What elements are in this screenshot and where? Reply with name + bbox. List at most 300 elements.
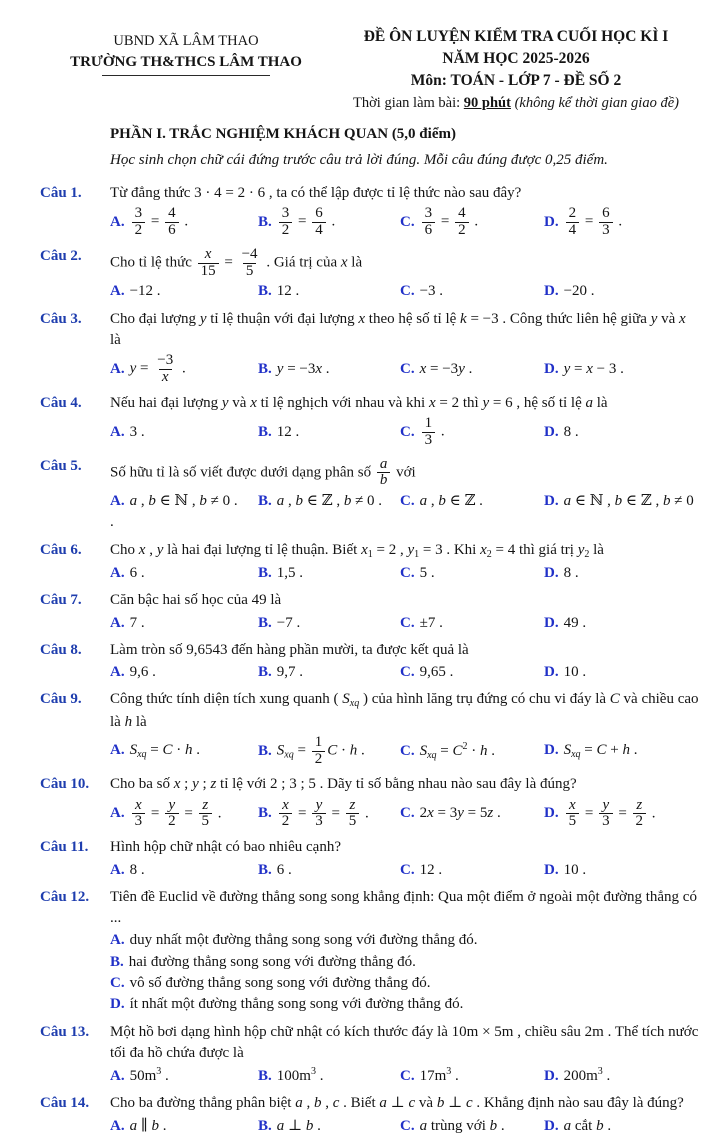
- question-row: [40, 837, 700, 881]
- fraction-denominator: 2: [279, 222, 293, 239]
- option-A: [110, 740, 256, 762]
- math-fraction: [312, 206, 326, 239]
- text-segment: = 3 . Khi: [419, 541, 481, 558]
- math-variable: S: [276, 742, 285, 759]
- option-letter: A.: [110, 493, 125, 510]
- math-variable: b: [295, 493, 304, 510]
- option-B: [258, 491, 398, 512]
- text-segment: ≠ 0 .: [206, 493, 238, 510]
- option-A: [110, 797, 256, 832]
- text-segment: Cho ba đường thẳng phân biệt: [110, 1095, 296, 1112]
- option-letter: B.: [110, 953, 124, 970]
- math-variable: h: [124, 713, 133, 730]
- text-segment: là: [347, 254, 363, 271]
- text-segment: .: [327, 214, 336, 231]
- text-segment: ∈ ℤ ,: [303, 493, 344, 510]
- math-variable: x: [138, 541, 146, 558]
- option-letter: A.: [110, 861, 125, 878]
- math-variable: a: [276, 493, 285, 510]
- school-year: NĂM HỌC 2025-2026: [442, 50, 590, 67]
- math-variable: x: [250, 394, 257, 411]
- option-letter: C.: [400, 360, 415, 377]
- option-letter: A.: [110, 283, 125, 300]
- math-variable: y: [199, 310, 207, 327]
- fraction-numerator: −3: [157, 352, 174, 369]
- question-number: Câu 1.: [40, 185, 82, 202]
- math-variable: a: [129, 493, 138, 510]
- text-segment: .: [451, 1068, 459, 1085]
- text-segment: 17m: [419, 1068, 447, 1085]
- subject-line: Môn: TOÁN - LỚP 7 - ĐỀ SỐ 2: [410, 72, 622, 89]
- option-A: [110, 930, 700, 951]
- options-group: [110, 563, 700, 584]
- options-group: [110, 662, 700, 683]
- text-segment: 12 .: [276, 283, 300, 300]
- question-content: [110, 887, 700, 1016]
- option-B: [258, 1116, 398, 1137]
- text-segment: 10 .: [563, 861, 587, 878]
- question-content: [110, 689, 700, 768]
- text-segment: =: [614, 805, 631, 822]
- text-segment: =: [294, 214, 311, 231]
- math-fraction: [455, 206, 469, 239]
- option-letter: D.: [544, 564, 559, 581]
- math-variable: c: [332, 1095, 340, 1112]
- option-letter: D.: [544, 861, 559, 878]
- question-content: [110, 183, 700, 240]
- text-segment: 200m: [563, 1068, 598, 1085]
- option-letter: D.: [544, 283, 559, 300]
- question-row: [40, 246, 700, 303]
- math-variable: x: [427, 805, 434, 822]
- text-segment: +: [606, 742, 623, 759]
- text-segment: .: [315, 1068, 324, 1085]
- math-variable: a: [419, 493, 428, 510]
- option-letter: C.: [400, 423, 415, 440]
- question-content: [110, 456, 700, 534]
- text-segment: 1,5 .: [276, 564, 304, 581]
- math-variable: a: [295, 1095, 303, 1112]
- math-variable: S: [342, 691, 350, 708]
- math-fraction: [599, 206, 613, 239]
- subscript: 1: [414, 548, 420, 560]
- question-content: [110, 393, 700, 450]
- options-group: [110, 415, 700, 450]
- question-number: Câu 8.: [40, 641, 82, 658]
- options-group: [110, 860, 700, 881]
- text-segment: Cho ba số: [110, 776, 174, 793]
- math-fraction: [422, 416, 436, 449]
- text-segment: tỉ lệ nghịch với nhau và khi: [256, 394, 429, 411]
- math-variable: h: [349, 742, 358, 759]
- text-segment: là: [592, 394, 608, 411]
- options-group: [110, 491, 700, 512]
- math-fraction: [279, 798, 293, 831]
- math-variable: x: [586, 360, 593, 377]
- text-segment: =: [136, 361, 153, 378]
- math-variable: C: [452, 742, 463, 759]
- option-D: [544, 563, 700, 584]
- option-C: [400, 1065, 542, 1087]
- option-letter: A.: [110, 423, 125, 440]
- text-segment: −12 .: [129, 283, 161, 300]
- text-segment: là: [110, 332, 121, 349]
- question-content: [110, 837, 700, 881]
- math-variable: b: [596, 1117, 604, 1134]
- math-variable: a: [563, 493, 572, 510]
- text-segment: −20 .: [563, 283, 595, 300]
- question-content: [110, 540, 700, 584]
- math-variable: y: [407, 541, 415, 558]
- text-segment: . Giá trị của: [262, 254, 341, 271]
- text-segment: =: [147, 214, 164, 231]
- math-variable: y: [129, 361, 137, 378]
- option-letter: B.: [258, 742, 272, 759]
- text-segment: là hai đại lượng tỉ lệ thuận. Biết: [163, 541, 362, 558]
- math-variable: b: [148, 493, 156, 510]
- text-segment: = 4 thì giá trị: [491, 541, 578, 558]
- text-segment: = −3: [283, 360, 316, 377]
- question-row: [40, 887, 700, 1016]
- math-variable: c: [408, 1095, 416, 1112]
- option-letter: B.: [258, 1117, 272, 1134]
- text-segment: .: [602, 1068, 611, 1085]
- option-B: [258, 422, 398, 443]
- text-segment: 9,65 .: [419, 664, 454, 681]
- subscript: xq: [349, 698, 360, 710]
- option-letter: B.: [258, 805, 272, 822]
- options-group: [110, 205, 700, 240]
- option-A: [110, 613, 256, 634]
- option-letter: D.: [544, 360, 559, 377]
- text-segment: .: [603, 1117, 612, 1134]
- fraction-denominator: 3: [599, 222, 613, 239]
- math-variable: b: [151, 1117, 160, 1134]
- text-segment: 5 .: [419, 564, 435, 581]
- fraction-numerator: y: [315, 796, 323, 813]
- math-variable: C: [609, 691, 620, 708]
- option-B: [258, 860, 398, 881]
- math-variable: y: [482, 394, 490, 411]
- text-segment: tỉ lệ với 2 ; 3 ; 5 . Dãy tỉ số bằng nhau nào sau đây là đúng?: [216, 776, 577, 793]
- math-variable: y: [457, 805, 464, 822]
- text-segment: ⊥: [386, 1095, 409, 1112]
- question-number: Câu 10.: [40, 776, 90, 793]
- question-number: Câu 3.: [40, 310, 82, 327]
- fraction-numerator: 3: [281, 205, 290, 222]
- text-segment: .: [648, 805, 656, 822]
- option-letter: B.: [258, 1068, 272, 1085]
- options-group: [110, 930, 700, 1015]
- option-D: [544, 613, 700, 634]
- math-variable: x: [480, 541, 487, 558]
- text-segment: . Khẳng định nào sau đây là đúng?: [472, 1095, 684, 1112]
- math-variable: a: [129, 1117, 138, 1134]
- math-variable: S: [563, 742, 572, 759]
- fraction-denominator: 4: [312, 222, 326, 239]
- fraction-numerator: y: [602, 796, 610, 813]
- text-segment: = 3: [433, 805, 458, 822]
- math-variable: x: [419, 360, 427, 377]
- fraction-denominator: 15: [198, 263, 219, 280]
- text-segment: .: [313, 1117, 321, 1134]
- fraction-numerator: x: [569, 796, 576, 813]
- text-segment: 49 .: [563, 614, 587, 631]
- text-segment: .: [361, 805, 369, 822]
- text-segment: ·: [172, 742, 186, 759]
- math-variable: x: [361, 541, 368, 558]
- option-letter: B.: [258, 664, 272, 681]
- math-variable: y: [156, 541, 164, 558]
- text-segment: ,: [302, 1095, 314, 1112]
- math-variable: a: [379, 1095, 387, 1112]
- text-segment: ,: [321, 1095, 333, 1112]
- text-segment: =: [220, 254, 237, 271]
- math-fraction: [312, 798, 326, 831]
- text-segment: ,: [284, 493, 296, 510]
- option-A: [110, 422, 256, 443]
- text-segment: 2: [419, 805, 428, 822]
- text-segment: = 6 , hệ số tỉ lệ: [489, 394, 586, 411]
- option-letter: C.: [400, 742, 415, 759]
- text-segment: .: [214, 805, 222, 822]
- fraction-denominator: 2: [455, 222, 469, 239]
- question-number: Câu 12.: [40, 888, 90, 905]
- text-segment: trùng với: [427, 1117, 490, 1134]
- math-variable: a: [585, 394, 593, 411]
- math-variable: a: [276, 1117, 285, 1134]
- text-segment: ;: [198, 776, 211, 793]
- text-segment: ⊥: [284, 1117, 306, 1134]
- text-segment: .: [161, 1068, 169, 1085]
- text-segment: − 3 .: [592, 360, 624, 377]
- question-row: [40, 689, 700, 768]
- question-text: [110, 1022, 700, 1065]
- question-text: [110, 456, 700, 491]
- text-segment: .: [630, 742, 638, 759]
- subscript: xq: [284, 749, 294, 761]
- text-segment: cắt: [571, 1117, 597, 1134]
- text-segment: ·: [337, 742, 350, 759]
- fraction-numerator: 1: [314, 733, 323, 750]
- option-letter: D.: [544, 1117, 559, 1134]
- options-group: [110, 281, 700, 302]
- text-segment: ·: [467, 742, 481, 759]
- fraction-numerator: 2: [568, 205, 577, 222]
- fraction-denominator: 3: [422, 432, 436, 449]
- text-segment: ,: [145, 541, 157, 558]
- option-wrap-tail: .: [110, 514, 114, 531]
- text-segment: =: [581, 214, 598, 231]
- text-segment: 8 .: [563, 564, 579, 581]
- fraction-denominator: 2: [279, 813, 293, 830]
- text-segment: ,: [137, 493, 149, 510]
- question-content: [110, 774, 700, 831]
- time-limit-line: [332, 93, 700, 114]
- org-name: UBND XÃ LÂM THAO: [113, 33, 259, 49]
- text-segment: ∈ ℕ ,: [571, 493, 615, 510]
- subscript: 1: [367, 548, 373, 560]
- text-segment: 7 .: [129, 614, 145, 631]
- option-B: [258, 734, 398, 769]
- math-variable: x: [358, 310, 366, 327]
- option-D: [544, 205, 700, 240]
- text-segment: ≠ 0: [670, 493, 694, 510]
- questions-list: [40, 183, 700, 1137]
- math-variable: b: [313, 1095, 322, 1112]
- text-segment: 12 .: [419, 861, 443, 878]
- fraction-numerator: z: [349, 796, 356, 813]
- math-variable: S: [129, 742, 138, 759]
- question-number: Câu 13.: [40, 1023, 90, 1040]
- text-segment: 8 .: [563, 423, 579, 440]
- option-A: [110, 860, 256, 881]
- math-variable: b: [614, 493, 623, 510]
- option-letter: A.: [110, 1068, 125, 1085]
- option-letter: C.: [110, 974, 125, 991]
- text-segment: 6 .: [129, 564, 145, 581]
- question-content: [110, 246, 700, 303]
- question-number: Câu 14.: [40, 1095, 90, 1112]
- option-A: [110, 1065, 256, 1087]
- text-segment: .: [493, 805, 501, 822]
- fraction-denominator: 6: [165, 222, 179, 239]
- option-C: [400, 613, 542, 634]
- fraction-denominator: b: [377, 472, 391, 489]
- option-letter: A.: [110, 614, 125, 631]
- option-letter: C.: [400, 1117, 415, 1134]
- option-C: [400, 860, 542, 881]
- text-segment: ∥: [137, 1117, 152, 1134]
- exam-title: ĐỀ ÔN LUYỆN KIỂM TRA CUỐI HỌC KÌ I: [363, 28, 669, 45]
- math-fraction: [599, 798, 613, 831]
- fraction-numerator: z: [202, 796, 209, 813]
- text-segment: =: [146, 742, 163, 759]
- question-row: [40, 774, 700, 831]
- option-A: [110, 281, 256, 302]
- options-group: [110, 1065, 700, 1087]
- header-divider-rule: [102, 75, 270, 76]
- question-row: [40, 1022, 700, 1088]
- option-B: [110, 952, 700, 973]
- option-A: [110, 352, 256, 387]
- question-content: [110, 590, 700, 634]
- text-segment: .: [614, 214, 623, 231]
- text-segment: .: [159, 1117, 167, 1134]
- fraction-numerator: 6: [315, 205, 323, 222]
- text-segment: ,: [427, 493, 439, 510]
- option-D: [544, 281, 700, 302]
- text-segment: −3 .: [419, 283, 444, 300]
- text-segment: 3 .: [129, 423, 145, 440]
- question-text: [110, 246, 700, 281]
- time-prefix: Thời gian làm bài:: [353, 95, 464, 111]
- question-number: Câu 6.: [40, 541, 82, 558]
- text-segment: .: [437, 423, 445, 440]
- fraction-denominator: 5: [199, 813, 213, 830]
- math-variable: k: [460, 310, 467, 327]
- page-header: [40, 26, 700, 114]
- subscript: 2: [584, 548, 590, 560]
- option-A: [110, 662, 256, 683]
- fraction-denominator: 5: [566, 813, 580, 830]
- text-segment: =: [437, 214, 454, 231]
- option-B: [258, 662, 398, 683]
- math-variable: y: [650, 310, 658, 327]
- option-A: [110, 1116, 256, 1137]
- option-letter: D.: [544, 493, 559, 510]
- text-segment: .: [180, 214, 189, 231]
- option-C: [400, 415, 542, 450]
- option-C: [400, 803, 542, 824]
- text-segment: =: [436, 742, 453, 759]
- math-variable: C: [596, 742, 607, 759]
- question-number: Câu 5.: [40, 457, 82, 474]
- option-D: [544, 860, 700, 881]
- option-A: [110, 205, 256, 240]
- math-variable: h: [622, 742, 630, 759]
- option-letter: B.: [258, 564, 272, 581]
- question-content: [110, 1022, 700, 1088]
- math-variable: a: [419, 1117, 428, 1134]
- text-segment: ∈ ℤ ,: [622, 493, 663, 510]
- subscript: xq: [571, 749, 581, 761]
- math-variable: y: [276, 360, 284, 377]
- superscript: 3: [156, 1066, 162, 1078]
- text-segment: 50m: [129, 1068, 157, 1085]
- text-segment: =: [147, 805, 164, 822]
- math-fraction: [165, 798, 179, 831]
- text-segment: = 2 thì: [435, 394, 483, 411]
- math-variable: y: [221, 394, 229, 411]
- option-C: [400, 359, 542, 380]
- option-C: [400, 740, 542, 763]
- question-text: [110, 183, 700, 204]
- text-segment: .: [464, 360, 473, 377]
- options-group: [110, 1116, 700, 1137]
- math-variable: x: [340, 254, 348, 271]
- option-letter: C.: [400, 214, 415, 231]
- math-variable: z: [210, 776, 217, 793]
- math-fraction: [633, 798, 647, 831]
- question-text: [110, 887, 700, 930]
- option-D: [544, 1065, 700, 1087]
- math-variable: x: [428, 394, 436, 411]
- option-letter: B.: [258, 493, 272, 510]
- option-letter: D.: [544, 214, 559, 231]
- fraction-denominator: 6: [422, 222, 436, 239]
- text-segment: .: [192, 742, 201, 759]
- text-segment: ±7 .: [419, 614, 443, 631]
- text-segment: . Biết: [339, 1095, 380, 1112]
- math-variable: b: [343, 493, 352, 510]
- option-D: [544, 1116, 700, 1137]
- text-segment: = 5: [463, 805, 488, 822]
- option-letter: C.: [400, 1068, 415, 1085]
- question-row: [40, 590, 700, 634]
- option-letter: C.: [400, 493, 415, 510]
- option-letter: D.: [544, 1068, 559, 1085]
- math-variable: b: [662, 493, 671, 510]
- math-fraction: [566, 206, 580, 239]
- option-letter: B.: [258, 423, 272, 440]
- math-fraction: [132, 206, 146, 239]
- math-variable: b: [489, 1117, 498, 1134]
- question-text: [110, 689, 700, 732]
- option-letter: B.: [258, 283, 272, 300]
- fraction-numerator: −4: [241, 245, 258, 262]
- text-segment: ít nhất một đường thẳng song song với đường thẳng đó.: [129, 996, 464, 1013]
